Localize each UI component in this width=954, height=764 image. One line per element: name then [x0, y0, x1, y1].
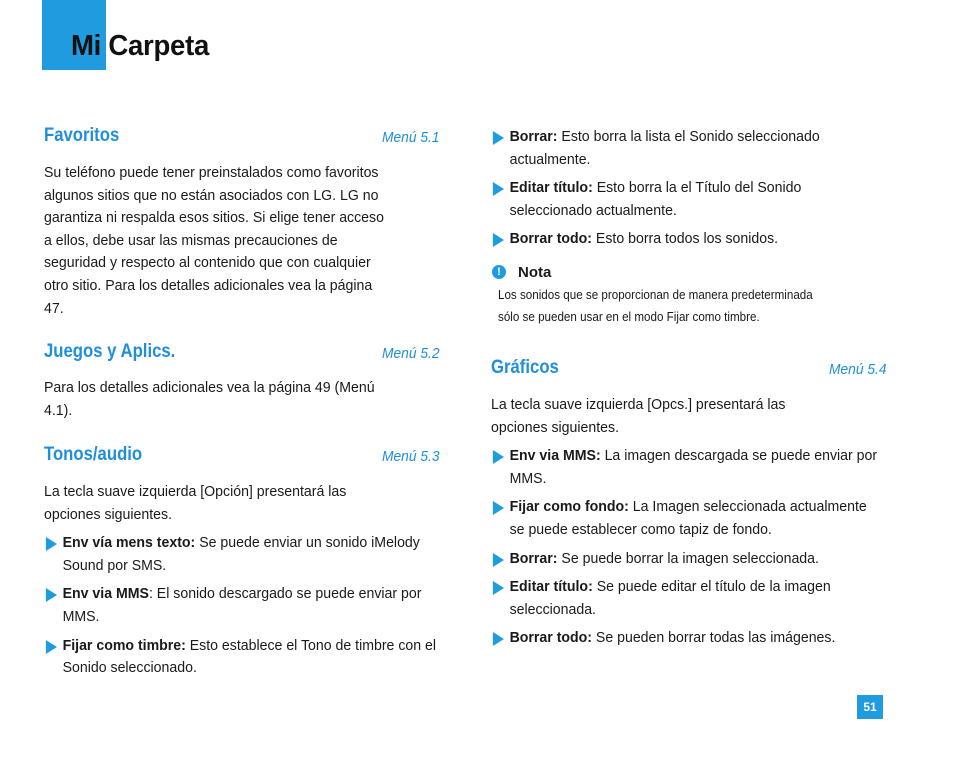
exclamation-icon: ! — [492, 265, 506, 279]
option-text: Se puede enviar un sonido iMelody Sound por SMS. — [62, 534, 420, 574]
section-title: Gráficos — [491, 357, 559, 378]
option-text: Esto borra la lista el Sonido seleccionado actualmente. — [509, 128, 820, 168]
note-line: sólo se pueden usar en el modo Fijar como timbre. — [498, 310, 760, 324]
page-title: Mi Carpeta — [71, 30, 210, 62]
arrow-bullet-icon — [46, 640, 57, 654]
list-item — [491, 548, 885, 571]
section-title: Juegos y Aplics. — [44, 341, 176, 362]
option-label: Env vía mens texto: — [62, 534, 196, 552]
menu-number: Menú 5.3 — [382, 448, 440, 465]
option-label: Borrar todo: — [509, 629, 592, 647]
section-header — [491, 357, 887, 381]
section-graficos — [491, 357, 887, 650]
arrow-bullet-icon — [46, 588, 57, 602]
section-title: Tonos/audio — [44, 444, 143, 465]
body-line: 47. — [44, 299, 64, 317]
option-text: Se pueden borrar todas las imágenes. — [591, 629, 836, 647]
section-tonos-continued — [491, 126, 887, 251]
body-line: a ellos, debe usar las mismas precauciones de — [44, 231, 338, 249]
arrow-bullet-icon — [493, 131, 504, 145]
arrow-bullet-icon — [493, 632, 504, 646]
section-header — [44, 125, 440, 149]
section-juegos — [44, 341, 440, 422]
section-favoritos — [44, 125, 440, 320]
list-item — [491, 445, 885, 490]
option-text: La imagen descargada se puede enviar por MMS. — [509, 447, 878, 487]
section-header — [44, 341, 440, 365]
option-label: Borrar: — [509, 128, 558, 145]
option-list — [491, 445, 887, 650]
list-item — [491, 177, 885, 222]
note-box — [491, 264, 887, 328]
menu-number: Menú 5.1 — [382, 129, 440, 146]
body-line: opciones siguientes. — [491, 418, 619, 436]
list-item — [491, 576, 885, 621]
body-line: seguridad y respecto al contenido que con cualquier — [44, 254, 371, 272]
list-item — [44, 532, 438, 577]
note-line: Los sonidos que se proporcionan de manera predeterminada — [498, 288, 813, 302]
option-label: Borrar todo: — [509, 230, 592, 248]
option-label: Editar título: — [509, 179, 593, 197]
option-list — [491, 126, 887, 251]
body-line: opciones siguientes. — [44, 505, 172, 523]
body-line: 4.1). — [44, 401, 73, 419]
list-item — [491, 496, 885, 541]
option-text: Esto borra todos los sonidos. — [591, 230, 779, 248]
arrow-bullet-icon — [493, 501, 504, 515]
option-label: Fijar como fondo: — [509, 498, 629, 516]
option-label: Env via MMS: — [509, 447, 601, 465]
note-header — [491, 264, 887, 284]
menu-number: Menú 5.4 — [829, 361, 887, 378]
option-text: Esto establece el Tono de timbre con el Sonido seleccionado. — [62, 636, 437, 677]
arrow-bullet-icon — [493, 553, 504, 567]
body-line: Su teléfono puede tener preinstalados como favoritos — [44, 164, 379, 181]
section-title: Favoritos — [44, 125, 120, 146]
option-text: Se puede borrar la imagen seleccionada. — [557, 549, 819, 567]
option-label: Fijar como timbre: — [62, 636, 186, 654]
body-line: La tecla suave izquierda [Opción] presentará las — [44, 483, 347, 500]
option-text: : El sonido descargado se puede enviar por MMS. — [62, 585, 422, 625]
option-text: Se puede editar el título de la imagen seleccionada. — [509, 578, 831, 618]
arrow-bullet-icon — [493, 450, 504, 464]
section-header — [44, 444, 440, 468]
body-line: Para los detalles adicionales vea la página 49 (Menú — [44, 379, 375, 396]
page-number-badge: 51 — [857, 695, 883, 719]
menu-number: Menú 5.2 — [382, 345, 440, 362]
list-item — [491, 126, 885, 171]
body-line: garantiza ni respalda esos sitios. Si elige tener acceso — [44, 209, 384, 227]
section-tonos — [44, 444, 440, 680]
arrow-bullet-icon — [493, 581, 504, 595]
body-line: algunos sitios que no están asociados con LG. LG no — [44, 186, 379, 204]
list-item — [491, 228, 885, 251]
option-label: Editar título: — [509, 578, 593, 596]
option-text: La Imagen seleccionada actualmente se puede establecer como tapiz de fondo. — [509, 498, 867, 538]
arrow-bullet-icon — [493, 182, 504, 196]
list-item — [44, 583, 438, 628]
option-list — [44, 532, 440, 680]
arrow-bullet-icon — [493, 233, 504, 247]
body-line: otro sitio. Para los detalles adicionales vea la página — [44, 276, 373, 294]
arrow-bullet-icon — [46, 537, 57, 551]
body-line: La tecla suave izquierda [Opcs.] presentará las — [491, 396, 786, 413]
option-label: Borrar: — [509, 549, 558, 567]
option-label: Env via MMS — [62, 585, 149, 603]
note-label: Nota — [518, 264, 552, 281]
list-item — [44, 635, 438, 680]
option-text: Esto borra la el Título del Sonido seleccionado actualmente. — [509, 179, 802, 219]
list-item — [491, 627, 885, 650]
